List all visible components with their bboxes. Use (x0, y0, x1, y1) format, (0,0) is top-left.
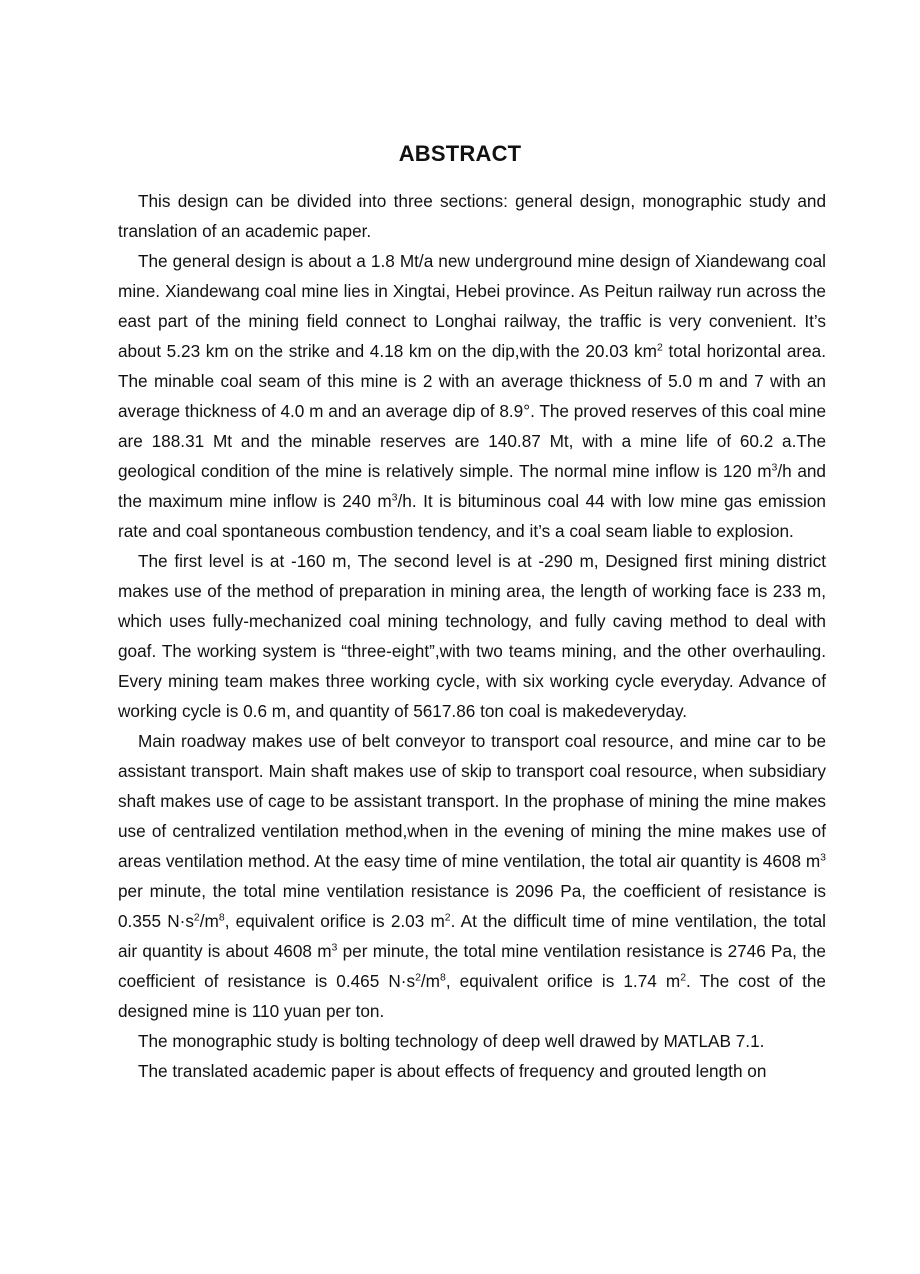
paragraph-1: This design can be divided into three sections: general design, monographic study and translation of an academic paper. (118, 191, 826, 241)
superscript: 3 (820, 851, 826, 864)
superscript: 3 (771, 461, 778, 474)
superscript: 2 (415, 971, 421, 984)
superscript: 3 (391, 491, 398, 504)
page-title: ABSTRACT (398, 140, 522, 166)
paragraph-6: The translated academic paper is about effects of frequency and grouted length on (138, 1061, 767, 1081)
paragraph-3: The first level is at -160 m, The second level is at -290 m, Designed first mining district makes use of the method of preparation in mining area, the length of working face is 233 m, which uses fully-mechanized coal mining technology, and fully caving method to deal with goaf. The working system is “three-eight”,with two teams mining, and the other overhauling. Every mining team makes three working cycle, with six working cycle everyday. Advance of working cycle is 0.6 m, and quantity of 5617.86 ton coal is makedeveryday. (118, 551, 826, 721)
paragraph-4: Main roadway makes use of belt conveyor to transport coal resource, and mine car to be assistant transport. Main shaft makes use of skip to transport coal resource, when subsidiary shaft makes use of cage to be assistant transport. In the prophase of mining the mine makes use of centralized ventilation method,when in the evening of mining the mine makes use of areas ventilation method. At the easy time of mine ventilation, the total air quantity is 4608 $m^3$ per minute, the total mine ventilation resistance is 2096 Pa, the coefficient of resistance is 0.355 $N\cdot s^2/m^8$, equivalent orifice is 2.03 $m^2$. At the difficult time of mine ventilation, the total air quantity is about 4608 $m^3$ per minute, the total mine ventilation resistance is 2746 Pa, the coefficient of resistance is 0.465 $N\cdot s^2/m^8$, equivalent orifice is 1.74 $m^2$. The cost of the designed mine is 110 yuan per ton. (118, 731, 826, 1021)
superscript: 2 (444, 911, 451, 924)
superscript: 8 (440, 971, 446, 984)
superscript: 8 (218, 911, 225, 924)
paragraph-2: The general design is about a 1.8 Mt/a new underground mine design of Xiandewang coal mine. Xiandewang coal mine lies in Xingtai, Hebei province. As Peitun railway run across the east part of the mining field connect to Longhai railway, the traffic is very convenient. It’s about 5.23 km on the strike and 4.18 km on the dip,with the 20.03 $km^2$ total horizontal area. The minable coal seam of this mine is 2 with an average thickness of 5.0 m and 7 with an average thickness of 4.0 m and an average dip of 8.9°. The proved reserves of this coal mine are 188.31 Mt and the minable reserves are 140.87 Mt, with a mine life of 60.2 a.The geological condition of the mine is relatively simple. The normal mine inflow is 120 $m^3/h$ and the maximum mine inflow is 240 $m^3/h$. It is bituminous coal 44 with low mine gas emission rate and coal spontaneous combustion tendency, and it’s a coal seam liable to explosion. (118, 251, 826, 541)
superscript: 2 (680, 971, 687, 984)
superscript: 3 (331, 941, 338, 954)
superscript: 2 (656, 341, 663, 354)
paragraph-5: The monographic study is bolting technology of deep well drawed by MATLAB 7.1. (138, 1031, 765, 1051)
superscript: 2 (193, 911, 200, 924)
abstract-body (118, 186, 826, 1086)
